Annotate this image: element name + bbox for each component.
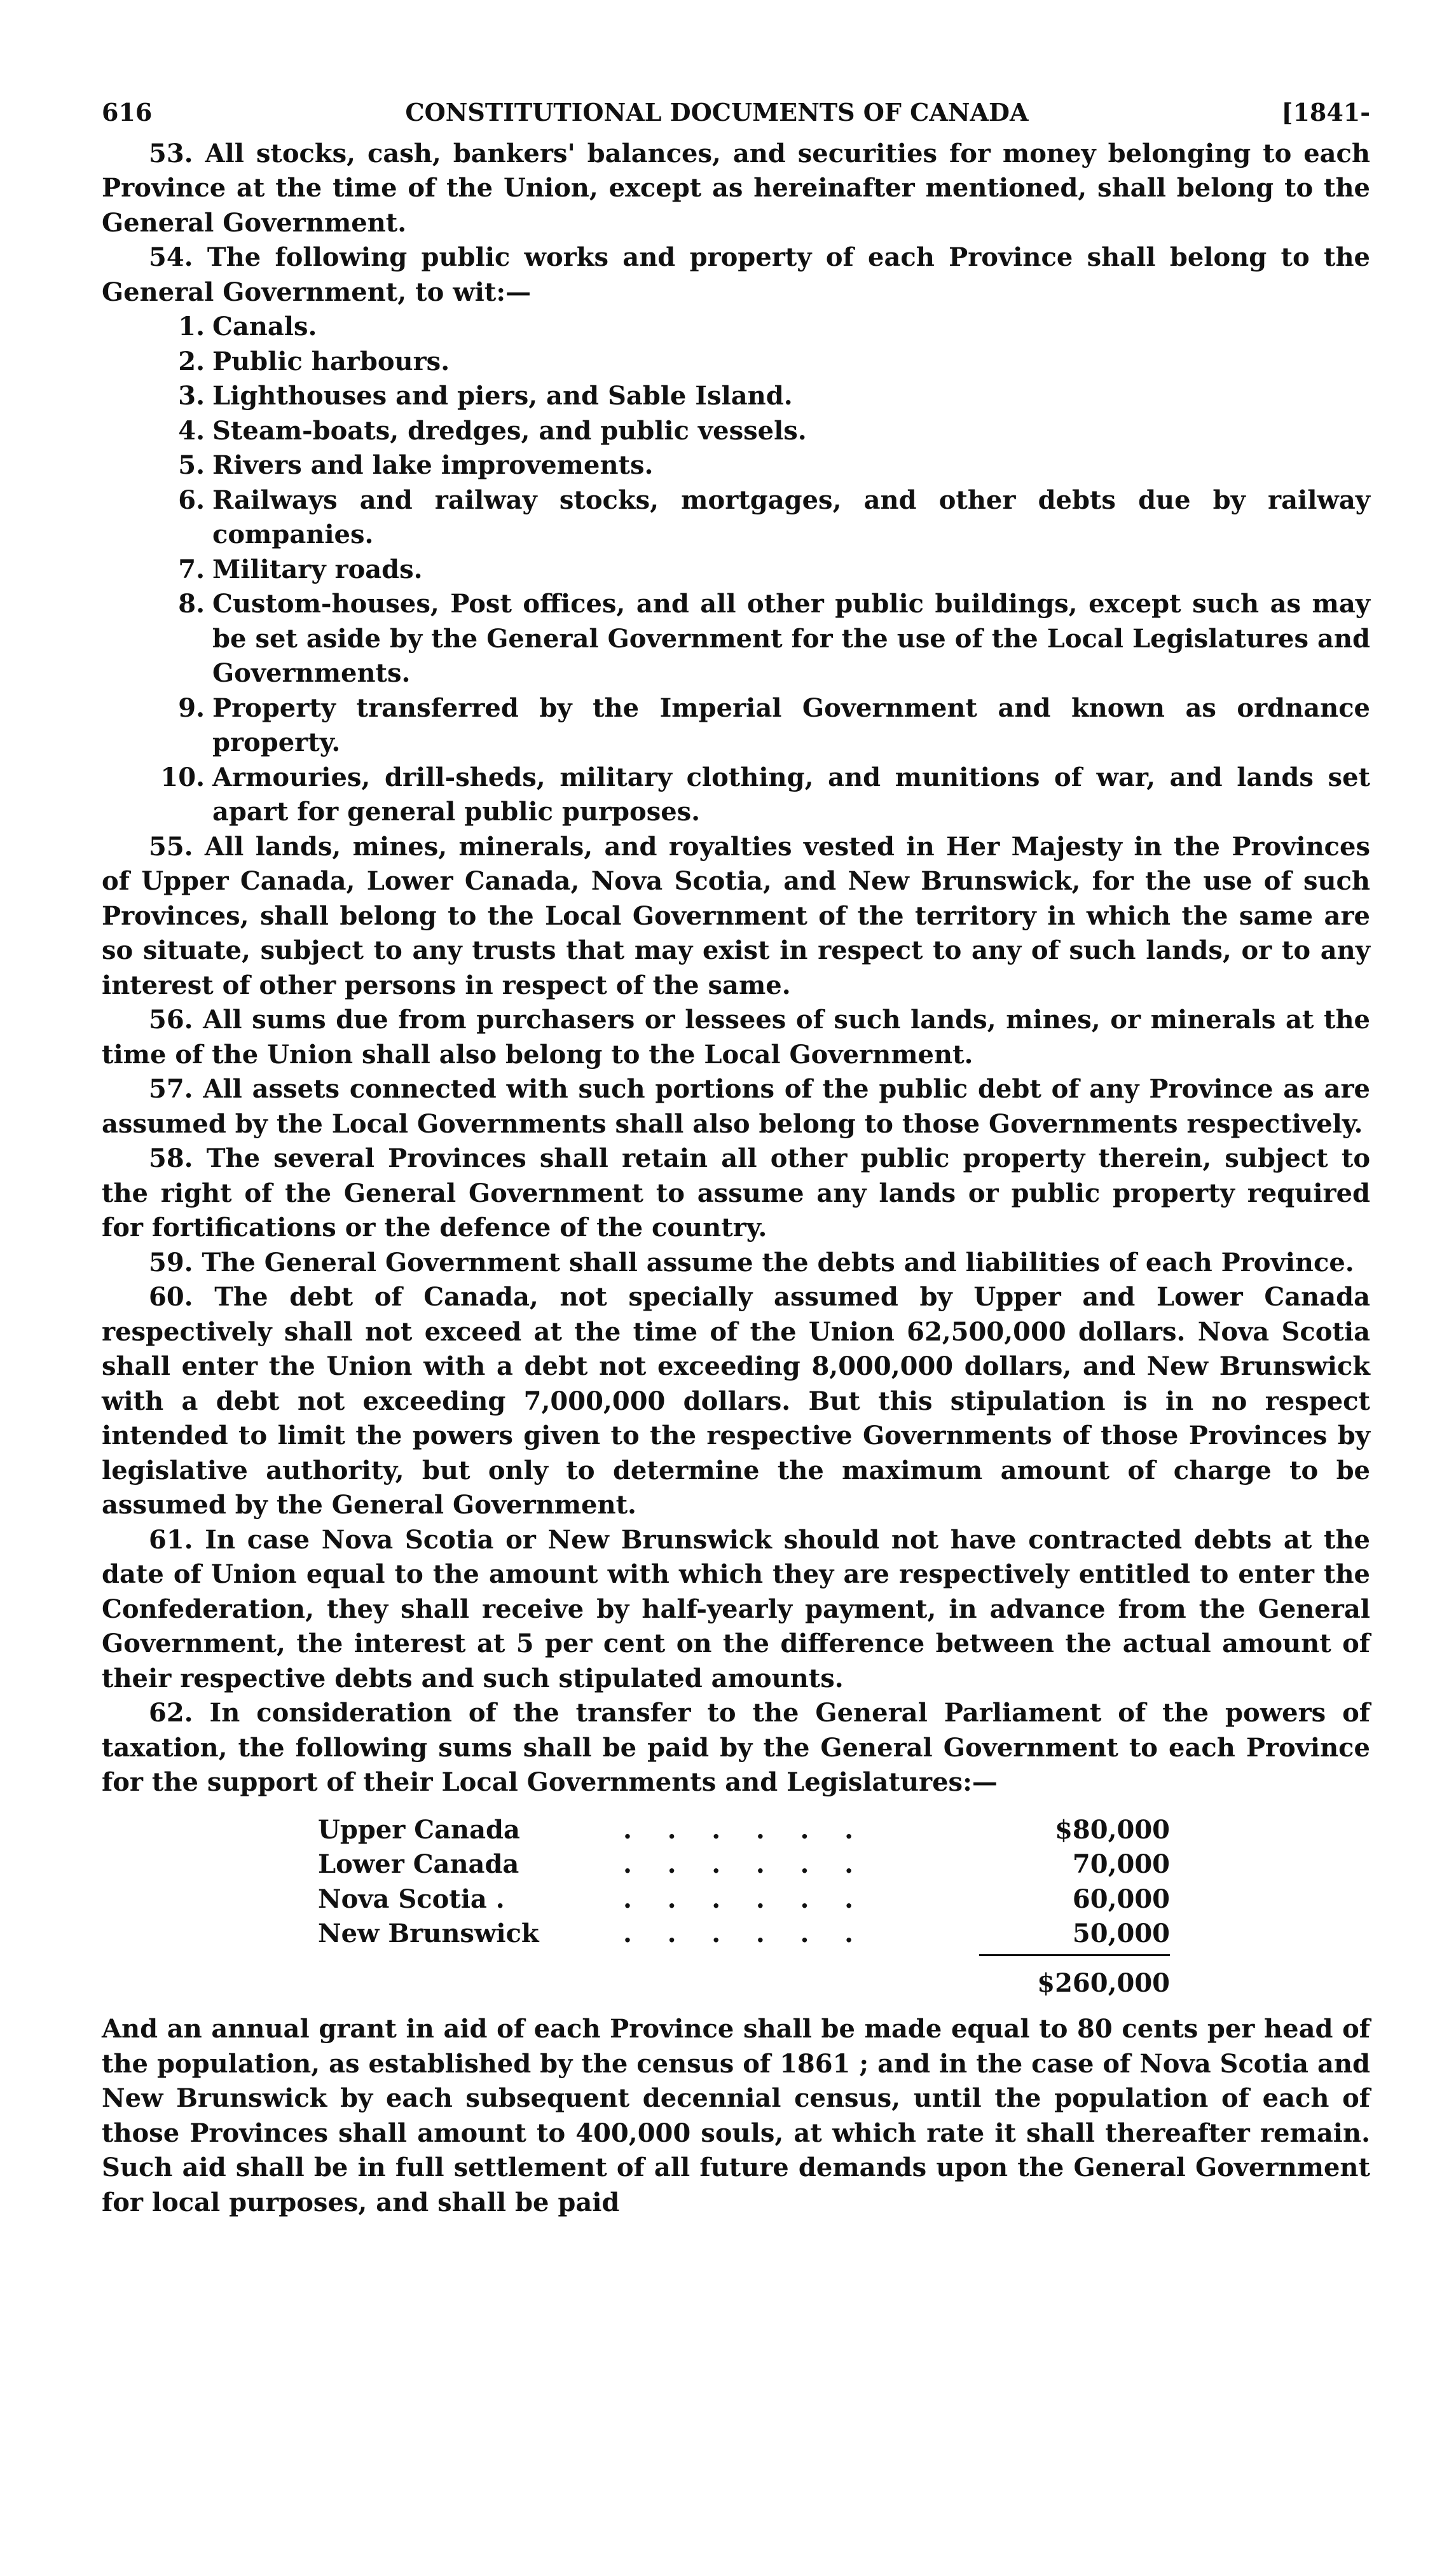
section-57: 57. All assets connected with such portions of the public debt of any Province as are assumed by the Local Governments shall also belong to those Governments respectively. (102, 1074, 1370, 1139)
section-54: 54. The following public works and property of each Province shall belong to the General Government, to wit:— (102, 242, 1370, 307)
document-page (102, 95, 1370, 2220)
table-row: Nova Scotia . . . . . . . 60,000 (318, 1884, 1170, 1914)
section-59: 59. The General Government shall assume the debts and liabilities of each Province. (149, 1247, 1354, 1278)
table-row: Upper Canada . . . . . . $80,000 (318, 1814, 1170, 1845)
table-total: $260,000 (1037, 1968, 1170, 1998)
list-item: 4. Steam-boats, dredges, and public vessels. (178, 415, 807, 446)
section-56: 56. All sums due from purchasers or lessees of such lands, mines, or minerals at the time of the Union shall also belong to the Local Government. (102, 1005, 1370, 1070)
list-item: 3. Lighthouses and piers, and Sable Island. (178, 381, 793, 411)
section-55: 55. All lands, mines, minerals, and royalties vested in Her Majesty in the Provinces of Upper Canada, Lower Canada, Nova Scotia, and New Brunswick, for the use of such Provinces, shall belong to the Local Government of the territory in which the same are so situate, subject to any trusts that may exist in respect to any of such lands, or to any interest of other persons in respect of the same. (102, 831, 1370, 1000)
list-item: 8. Custom-houses, Post offices, and all other public buildings, except such as may be set aside by the General Government for the use of the Local Legislatures and Governments. (178, 589, 1370, 688)
table-total-row (318, 1966, 1170, 2001)
section-62-continuation: And an annual grant in aid of each Province shall be made equal to 80 cents per head of the population, as established by the census of 1861 ; and in the case of Nova Scotia and New Brunswick by each subsequent decennial census, until the population of each of those Provinces shall amount to 400,000 souls, at which rate it shall thereafter remain. Such aid shall be in full settlement of all future demands upon the General Government for local purposes, and shall be paid (102, 2014, 1370, 2217)
section-58: 58. The several Provinces shall retain all other public property therein, subject to the right of the General Government to assume any lands or public property required for fortifications or the defence of the country. (102, 1143, 1370, 1243)
list-item: 5. Rivers and lake improvements. (178, 450, 654, 480)
section-54-list (102, 310, 1370, 830)
year-range: [1841- (1281, 98, 1370, 127)
list-item: 9. Property transferred by the Imperial Government and known as ordnance property. (178, 693, 1370, 757)
subsidy-table (318, 1813, 1170, 2001)
table-row: Lower Canada . . . . . . 70,000 (318, 1849, 1170, 1879)
section-60: 60. The debt of Canada, not specially assumed by Upper and Lower Canada respectively shall not exceed at the time of the Union 62,500,000 dollars. Nova Scotia shall enter the Union with a debt not exceeding 8,000,000 dollars, and New Brunswick with a debt not exceeding 7,000,000 dollars. But this stipulation is in no respect intended to limit the powers given to the respective Governments of those Provinces by legislative authority, but only to determine the maximum amount of charge to be assumed by the General Government. (102, 1282, 1370, 1520)
section-62: 62. In consideration of the transfer to the General Parliament of the powers of taxation, the following sums shall be paid by the General Government to each Province for the support of their Local Governments and Legislatures:— (102, 1698, 1370, 1797)
list-item: 6. Railways and railway stocks, mortgages, and other debts due by railway companies. (178, 485, 1370, 549)
list-item: 7. Military roads. (178, 554, 423, 584)
table-row: New Brunswick . . . . . . 50,000 (318, 1919, 1170, 1948)
running-title: CONSTITUTIONAL DOCUMENTS OF CANADA (405, 98, 1029, 127)
section-61: 61. In case Nova Scotia or New Brunswick should not have contracted debts at the date of Union equal to the amount with which they are respectively entitled to enter the Confederation, they shall receive by half-yearly payment, in advance from the General Government, the interest at 5 per cent on the difference between the actual amount of their respective debts and such stipulated amounts. (102, 1524, 1370, 1693)
running-header (102, 95, 1370, 130)
total-rule (979, 1954, 1170, 1956)
list-item: 10. Armouries, drill-sheds, military clothing, and munitions of war, and lands set apart for general public purposes. (160, 762, 1370, 827)
page-number: 616 (102, 98, 153, 127)
list-item: 2. Public harbours. (178, 346, 450, 376)
list-item: 1. Canals. (178, 312, 317, 341)
section-53: 53. All stocks, cash, bankers' balances, and securities for money belonging to each Province at the time of the Union, except as hereinafter mentioned, shall belong to the General Government. (102, 138, 1370, 238)
